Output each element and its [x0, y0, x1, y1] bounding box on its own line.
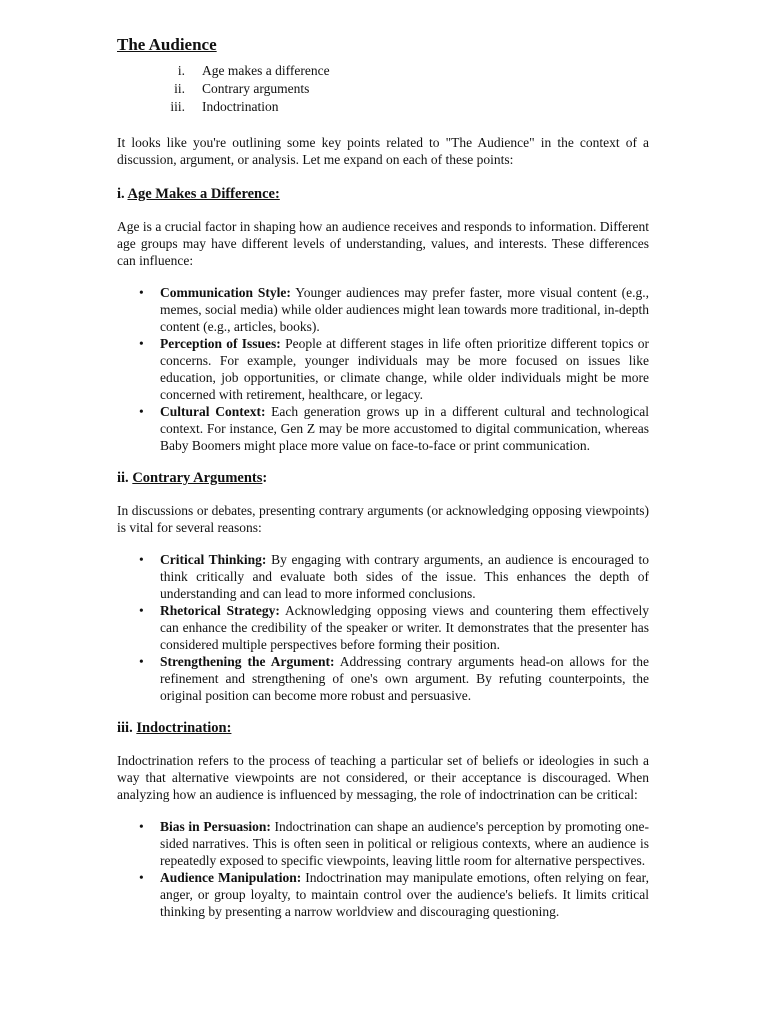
- outline-number: i.: [177, 63, 185, 78]
- outline-text: Age makes a difference: [202, 63, 330, 78]
- outline-item: [117, 98, 649, 116]
- bullet-icon: •: [139, 336, 144, 351]
- section-heading-text: Contrary Arguments: [132, 470, 263, 486]
- section-paragraph: Age is a crucial factor in shaping how an audience receives and responds to information. Different age groups may have different levels of understanding, values, and interests. These differences can influence:: [117, 219, 649, 268]
- section-heading: [117, 468, 649, 488]
- bullet-text: Acknowledging opposing views and countering them effectively can enhance the credibility of the speaker or writer. It demonstrates that the presenter has considered multiple perspectives before forming their position.: [160, 603, 649, 652]
- bullet-text: By engaging with contrary arguments, an audience is encouraged to think critically and evaluate both sides of the issue. This enhances the depth of understanding and can lead to more informed conclusions.: [160, 552, 649, 601]
- section-indoctrination: [117, 718, 649, 920]
- section-prefix: ii.: [117, 470, 133, 486]
- section-heading: [117, 184, 649, 204]
- outline-number: ii.: [174, 81, 185, 96]
- bullet-list: [117, 818, 649, 920]
- section-heading-text: Age Makes a Difference:: [127, 186, 280, 202]
- outline-item: [117, 80, 649, 98]
- document-title: The Audience: [117, 35, 217, 54]
- bullet-item: [117, 403, 649, 454]
- bullet-text: Younger audiences may prefer faster, more visual content (e.g., memes, social media) while older audiences might lean towards more traditional, in-depth content (e.g., articles, books).: [160, 285, 650, 334]
- bullet-label: Audience Manipulation:: [160, 870, 302, 885]
- bullet-icon: •: [139, 552, 144, 567]
- bullet-label: Bias in Persuasion:: [160, 819, 271, 834]
- bullet-icon: •: [139, 603, 144, 618]
- bullet-label: Perception of Issues:: [160, 336, 281, 351]
- bullet-item: [117, 335, 649, 403]
- section-prefix: iii.: [117, 720, 137, 736]
- outline-text: Contrary arguments: [202, 81, 310, 96]
- section-paragraph: Indoctrination refers to the process of teaching a particular set of beliefs or ideologies in such a way that alternative viewpoints are not considered, or their acceptance is discouraged. When analyzing how an audience is influenced by messaging, the role of indoctrination can be critical:: [117, 753, 649, 802]
- intro-paragraph: It looks like you're outlining some key points related to "The Audience" in the context of a discussion, argument, or analysis. Let me expand on each of these points:: [117, 135, 649, 167]
- bullet-icon: •: [139, 819, 144, 834]
- section-heading-text: Indoctrination:: [136, 720, 232, 736]
- bullet-list: [117, 284, 649, 454]
- bullet-item: [117, 818, 649, 869]
- bullet-text: Each generation grows up in a different cultural and technological context. For instance, Gen Z may be more accustomed to digital communication, whereas Baby Boomers might place more value on face-to-face or print communication.: [160, 404, 649, 453]
- bullet-list: [117, 551, 649, 704]
- outline-list: [117, 62, 649, 116]
- bullet-text: Indoctrination can shape an audience's perception by promoting one-sided narratives. This is often seen in political or religious contexts, where an audience is repeatedly exposed to specific viewpoints, leaving little room for alternative perspectives.: [160, 819, 649, 868]
- bullet-icon: •: [139, 654, 144, 669]
- bullet-item: [117, 869, 649, 920]
- bullet-text: Indoctrination may manipulate emotions, often relying on fear, anger, or group loyalty, to maintain control over the audience's beliefs. It limits critical thinking by presenting a narrow worldview and discouraging questioning.: [160, 870, 649, 919]
- section-heading-suffix: :: [262, 470, 268, 486]
- section-paragraph: In discussions or debates, presenting contrary arguments (or acknowledging opposing viewpoints) is vital for several reasons:: [117, 503, 649, 535]
- section-age: [117, 184, 649, 454]
- bullet-item: [117, 284, 649, 335]
- bullet-item: [117, 551, 649, 602]
- bullet-icon: •: [139, 285, 144, 300]
- bullet-label: Critical Thinking:: [160, 552, 267, 567]
- bullet-item: [117, 602, 649, 653]
- outline-number: iii.: [170, 99, 185, 114]
- bullet-label: Cultural Context:: [160, 404, 266, 419]
- bullet-icon: •: [139, 404, 144, 419]
- section-contrary: [117, 468, 649, 704]
- bullet-text: Addressing contrary arguments head-on allows for the refinement and strengthening of one's own argument. By refuting counterpoints, the original position can become more robust and persuasive.: [160, 654, 649, 703]
- outline-text: Indoctrination: [202, 99, 279, 114]
- bullet-label: Rhetorical Strategy:: [160, 603, 280, 618]
- document-page: [117, 34, 649, 920]
- bullet-icon: •: [139, 870, 144, 885]
- bullet-label: Strengthening the Argument:: [160, 654, 335, 669]
- bullet-item: [117, 653, 649, 704]
- section-heading: [117, 718, 649, 738]
- outline-item: [117, 62, 649, 80]
- bullet-text: People at different stages in life often prioritize different topics or concerns. For example, younger individuals may be more focused on issues like education, job opportunities, or climate change, while older individuals might be more concerned with retirement, healthcare, or legacy.: [160, 336, 649, 402]
- section-prefix: i.: [117, 186, 128, 202]
- bullet-label: Communication Style:: [160, 285, 291, 300]
